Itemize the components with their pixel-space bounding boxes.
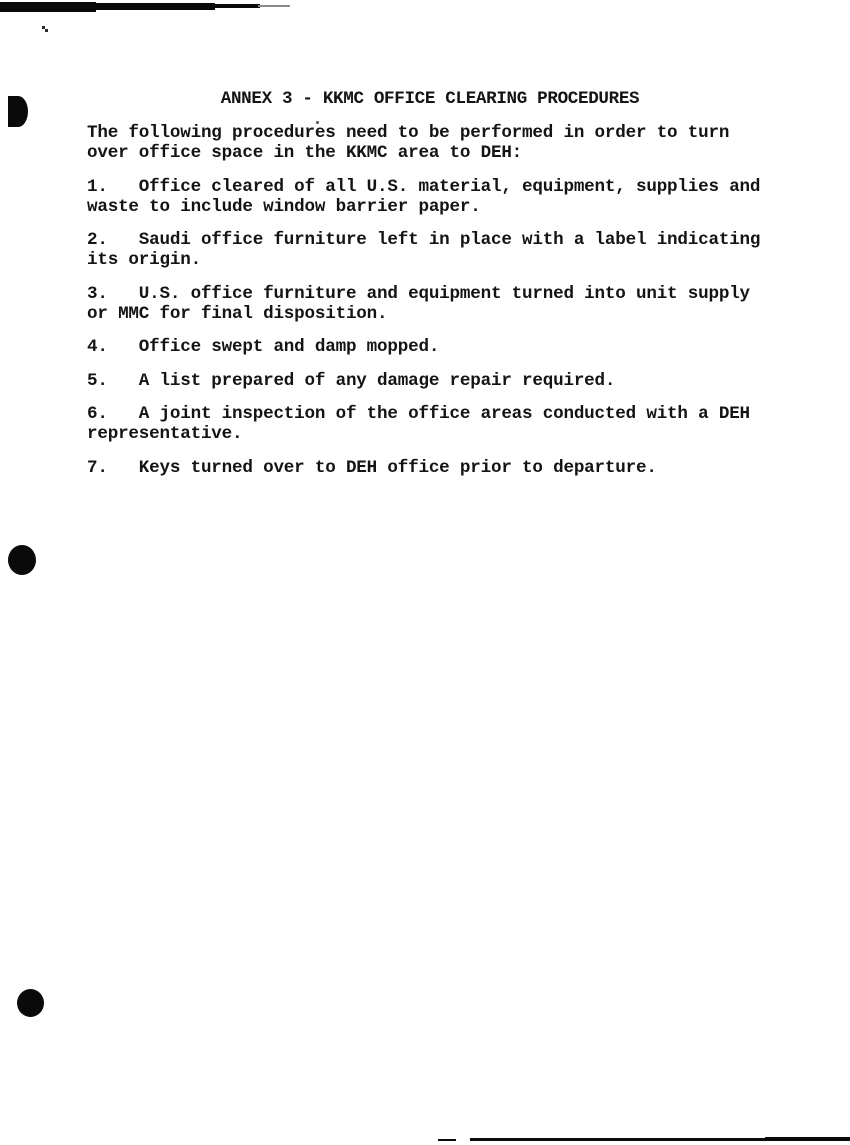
list-item-6 <box>87 404 777 444</box>
top-edge-ink-bar <box>212 4 260 8</box>
list-item-line: 5. A list prepared of any damage repair required. <box>87 370 616 391</box>
list-item-line: its origin. <box>87 250 201 270</box>
list-item-3 <box>87 284 777 324</box>
list-item-line: 2. Saudi office furniture left in place with a label indicating <box>87 230 761 250</box>
list-item-line: 6. A joint inspection of the office areas conducted with a DEH <box>87 404 750 424</box>
intro-paragraph <box>87 123 777 163</box>
left-margin-ink-dot <box>8 545 36 575</box>
bottom-edge-line <box>438 1139 456 1141</box>
list-item-7 <box>87 458 777 478</box>
list-item-line: representative. <box>87 424 243 444</box>
list-item-1 <box>87 177 777 217</box>
list-item-line: 1. Office cleared of all U.S. material, equipment, supplies and <box>87 176 761 197</box>
top-edge-ink-bar <box>0 2 96 12</box>
paragraph-line: over office space in the KKMC area to DEH: <box>87 143 523 163</box>
paragraph-line: The following procedures need to be performed in order to turn <box>87 123 730 143</box>
left-margin-ink-mark <box>8 96 28 127</box>
list-item-5 <box>87 371 777 391</box>
list-item-2 <box>87 230 777 270</box>
list-item-4 <box>87 337 777 357</box>
list-item-line: 4. Office swept and damp mopped. <box>87 337 440 357</box>
left-margin-ink-dot <box>17 989 44 1017</box>
list-item-line: or MMC for final disposition. <box>87 303 388 324</box>
ink-speck <box>45 29 48 32</box>
document-content <box>87 89 777 491</box>
bottom-edge-line <box>765 1137 850 1141</box>
list-item-line: 3. U.S. office furniture and equipment turned into unit supply <box>87 283 750 304</box>
list-item-line: waste to include window barrier paper. <box>87 196 481 217</box>
top-edge-ink-bar <box>258 5 290 7</box>
list-item-line: 7. Keys turned over to DEH office prior to departure. <box>87 457 657 478</box>
document-title: ANNEX 3 - KKMC OFFICE CLEARING PROCEDURES <box>220 89 640 109</box>
top-edge-ink-bar <box>90 3 215 10</box>
